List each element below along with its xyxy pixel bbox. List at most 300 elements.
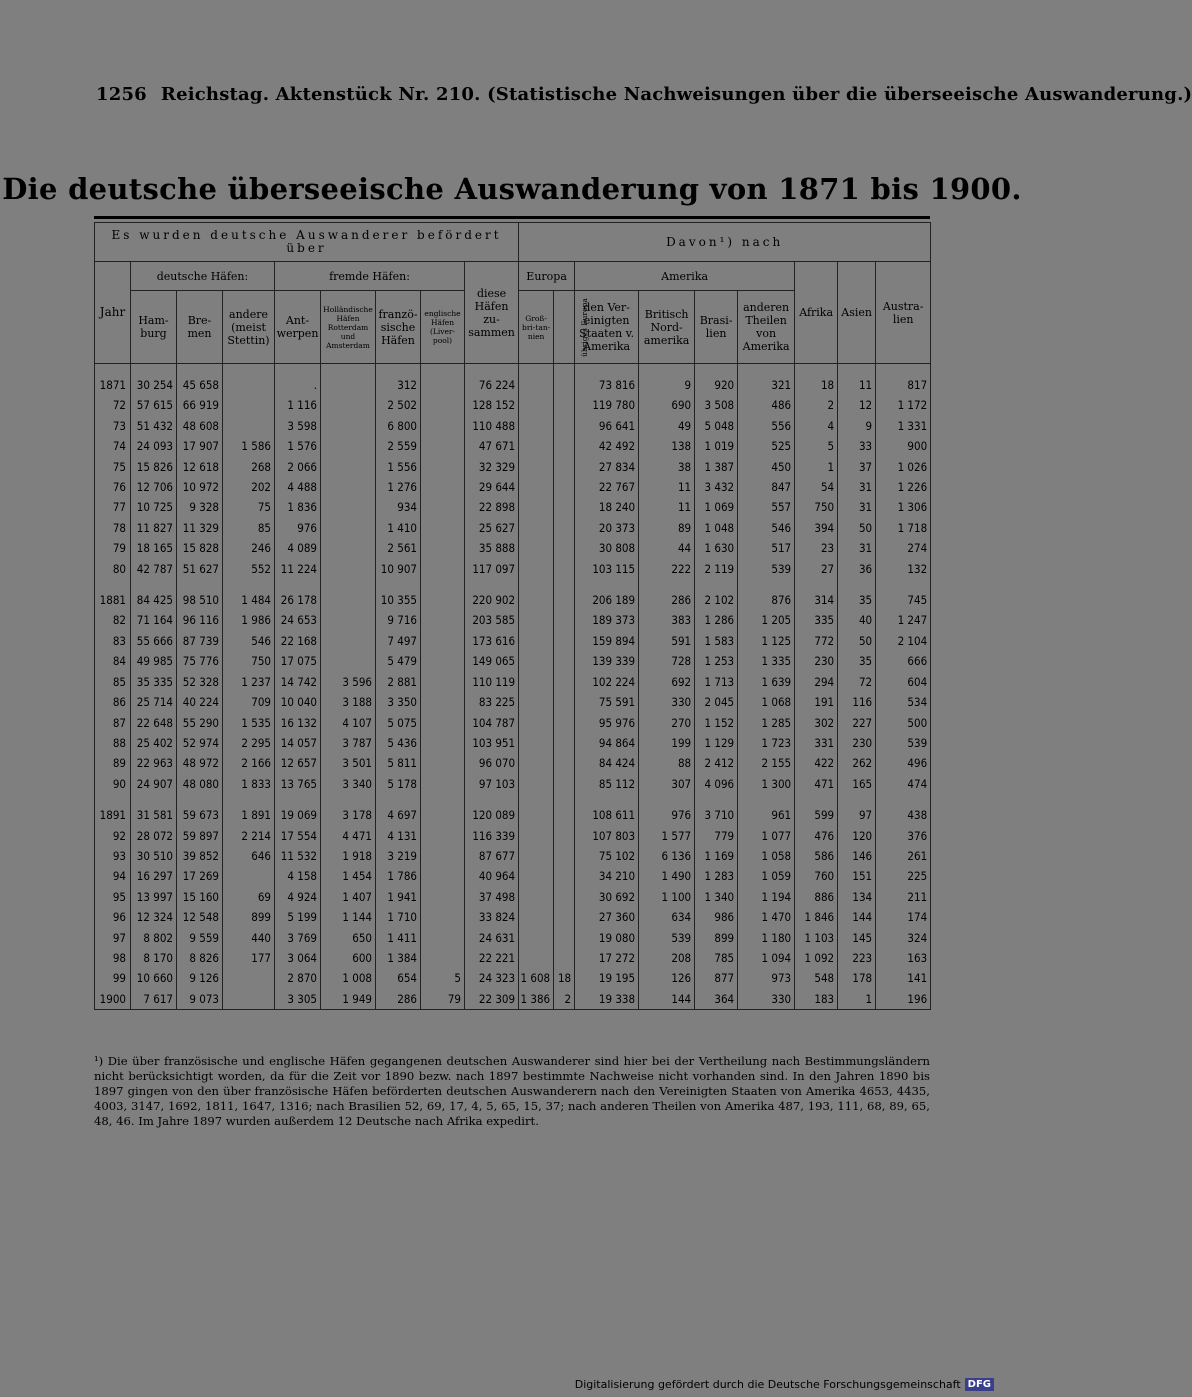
table-cell: 3 219 <box>376 846 421 866</box>
table-cell: 22 898 <box>465 497 519 517</box>
table-cell: 37 <box>838 457 876 477</box>
table-cell: 87 677 <box>465 846 519 866</box>
table-cell <box>554 907 575 927</box>
table-cell: 709 <box>223 692 275 712</box>
table-cell: 19 080 <box>575 928 639 948</box>
table-cell: 1 069 <box>695 497 738 517</box>
spacer-cell <box>738 794 795 805</box>
table-cell <box>554 713 575 733</box>
table-cell <box>519 805 554 825</box>
spacer-cell <box>223 794 275 805</box>
table-cell <box>223 416 275 436</box>
table-cell: 206 189 <box>575 590 639 610</box>
table-cell: 17 907 <box>177 436 223 456</box>
table-row <box>95 866 931 886</box>
table-cell: 1 276 <box>376 477 421 497</box>
table-cell: 31 <box>838 538 876 558</box>
spacer-cell <box>795 364 838 376</box>
table-cell: 760 <box>795 866 838 886</box>
table-cell: 6 136 <box>639 846 695 866</box>
table-cell: 591 <box>639 631 695 651</box>
table-cell <box>519 907 554 927</box>
year-cell: 99 <box>95 968 131 988</box>
table-cell <box>554 866 575 886</box>
table-cell: 692 <box>639 672 695 692</box>
table-cell: 394 <box>795 518 838 538</box>
table-cell: 886 <box>795 887 838 907</box>
table-cell: 1 286 <box>695 610 738 630</box>
table-cell: 14 057 <box>275 733 321 753</box>
table-cell: 20 373 <box>575 518 639 538</box>
year-cell: 88 <box>95 733 131 753</box>
table-cell: 75 <box>223 497 275 517</box>
table-cell: 422 <box>795 753 838 773</box>
table-cell: 75 591 <box>575 692 639 712</box>
spacer-cell <box>376 579 421 590</box>
table-cell <box>519 590 554 610</box>
table-cell: 203 585 <box>465 610 519 630</box>
table-cell: 84 424 <box>575 753 639 773</box>
table-cell: 2 066 <box>275 457 321 477</box>
table-cell: 177 <box>223 948 275 968</box>
spacer-cell <box>639 794 695 805</box>
table-cell: 149 065 <box>465 651 519 671</box>
table-cell: 1 092 <box>795 948 838 968</box>
table-row <box>95 733 931 753</box>
table-cell <box>421 733 465 753</box>
table-cell: 440 <box>223 928 275 948</box>
table-cell: 32 329 <box>465 457 519 477</box>
table-cell: 22 309 <box>465 989 519 1010</box>
table-cell: 42 787 <box>131 559 177 579</box>
table-cell <box>421 395 465 415</box>
table-cell: 2 561 <box>376 538 421 558</box>
header-europa: Europa <box>519 262 575 291</box>
table-cell: 12 324 <box>131 907 177 927</box>
table-cell: 920 <box>695 375 738 395</box>
table-cell <box>421 928 465 948</box>
year-cell: 1871 <box>95 375 131 395</box>
table-cell: 145 <box>838 928 876 948</box>
table-cell <box>321 610 376 630</box>
table-cell: 30 254 <box>131 375 177 395</box>
table-cell: 3 350 <box>376 692 421 712</box>
col-header-asien: Asien <box>838 262 876 364</box>
table-row <box>95 713 931 733</box>
table-cell <box>519 733 554 753</box>
col-header-bremen: Bre-men <box>177 291 223 364</box>
table-cell: 307 <box>639 774 695 794</box>
table-cell: 1 331 <box>876 416 931 436</box>
spacer-cell <box>519 579 554 590</box>
table-cell: 165 <box>838 774 876 794</box>
table-cell <box>554 538 575 558</box>
table-cell <box>554 692 575 712</box>
table-cell <box>519 538 554 558</box>
spacer-cell <box>223 364 275 376</box>
table-cell: 1 949 <box>321 989 376 1010</box>
spacer-cell <box>131 794 177 805</box>
table-cell <box>421 826 465 846</box>
table-cell: 12 618 <box>177 457 223 477</box>
spacer-cell <box>738 579 795 590</box>
table-cell: 85 112 <box>575 774 639 794</box>
year-cell: 85 <box>95 672 131 692</box>
table-cell: 103 115 <box>575 559 639 579</box>
page-title: Die deutsche überseeische Auswanderung von 1871 bis 1900. <box>2 172 1022 206</box>
table-cell: 539 <box>876 733 931 753</box>
table-cell: 1 340 <box>695 887 738 907</box>
table-cell: 9 559 <box>177 928 223 948</box>
spacer-cell <box>95 579 131 590</box>
table-cell: 19 195 <box>575 968 639 988</box>
spacer-cell <box>321 794 376 805</box>
table-cell: 29 644 <box>465 477 519 497</box>
spacer-cell <box>639 364 695 376</box>
table-cell: 1 129 <box>695 733 738 753</box>
year-cell: 1900 <box>95 989 131 1010</box>
table-cell <box>554 518 575 538</box>
table-cell: 96 116 <box>177 610 223 630</box>
table-cell <box>421 538 465 558</box>
table-cell: 666 <box>876 651 931 671</box>
table-cell: 128 152 <box>465 395 519 415</box>
table-cell: 1 283 <box>695 866 738 886</box>
table-cell <box>554 887 575 907</box>
table-cell: 1 008 <box>321 968 376 988</box>
table-cell: 55 666 <box>131 631 177 651</box>
table-cell: 79 <box>421 989 465 1010</box>
table-cell: 94 864 <box>575 733 639 753</box>
table-cell: 496 <box>876 753 931 773</box>
table-cell: 230 <box>795 651 838 671</box>
col-header-jahr: Jahr <box>95 262 131 364</box>
col-header-andere: andere (meist Stettin) <box>223 291 275 364</box>
table-row <box>95 651 931 671</box>
table-cell: 286 <box>376 989 421 1010</box>
table-cell: 586 <box>795 846 838 866</box>
table-cell <box>421 692 465 712</box>
table-cell: . <box>275 375 321 395</box>
spacer-cell <box>554 794 575 805</box>
table-cell: 110 119 <box>465 672 519 692</box>
table-cell: 139 339 <box>575 651 639 671</box>
table-cell <box>321 375 376 395</box>
table-cell: 59 673 <box>177 805 223 825</box>
table-cell <box>321 518 376 538</box>
table-cell: 5 811 <box>376 753 421 773</box>
table-cell: 54 <box>795 477 838 497</box>
table-cell: 103 951 <box>465 733 519 753</box>
table-cell: 25 627 <box>465 518 519 538</box>
table-cell: 22 963 <box>131 753 177 773</box>
table-cell: 50 <box>838 631 876 651</box>
table-cell: 1 723 <box>738 733 795 753</box>
table-cell: 1 833 <box>223 774 275 794</box>
table-cell: 163 <box>876 948 931 968</box>
table-cell: 12 657 <box>275 753 321 773</box>
table-cell <box>223 989 275 1010</box>
table-cell: 104 787 <box>465 713 519 733</box>
table-cell <box>519 436 554 456</box>
table-cell: 2 119 <box>695 559 738 579</box>
table-cell: 364 <box>695 989 738 1010</box>
table-cell <box>421 457 465 477</box>
table-cell <box>554 651 575 671</box>
table-cell: 1 205 <box>738 610 795 630</box>
table-cell: 11 532 <box>275 846 321 866</box>
table-cell: 11 <box>639 497 695 517</box>
table-cell: 546 <box>738 518 795 538</box>
table-cell: 539 <box>738 559 795 579</box>
table-cell <box>223 375 275 395</box>
table-cell: 225 <box>876 866 931 886</box>
table-cell: 383 <box>639 610 695 630</box>
year-cell: 79 <box>95 538 131 558</box>
table-cell: 34 210 <box>575 866 639 886</box>
spacer-cell <box>695 364 738 376</box>
table-cell: 1 144 <box>321 907 376 927</box>
table-row <box>95 559 931 579</box>
table-cell: 1 247 <box>876 610 931 630</box>
table-cell: 552 <box>223 559 275 579</box>
table-cell: 261 <box>876 846 931 866</box>
table-cell: 66 919 <box>177 395 223 415</box>
table-cell <box>421 518 465 538</box>
col-header-vereinigte-staaten: den Ver-einigten Staaten v. Amerika <box>575 291 639 364</box>
table-cell: 132 <box>876 559 931 579</box>
table-cell: 1 556 <box>376 457 421 477</box>
table-cell <box>321 395 376 415</box>
table-row <box>95 774 931 794</box>
table-cell: 159 894 <box>575 631 639 651</box>
table-cell: 3 064 <box>275 948 321 968</box>
table-cell: 108 611 <box>575 805 639 825</box>
spacer-cell <box>795 579 838 590</box>
table-cell: 18 165 <box>131 538 177 558</box>
table-cell: 117 097 <box>465 559 519 579</box>
table-cell: 227 <box>838 713 876 733</box>
table-row <box>95 375 931 395</box>
year-cell: 77 <box>95 497 131 517</box>
header-group-davon: Davon¹) nach <box>519 223 931 262</box>
table-cell <box>519 631 554 651</box>
table-body <box>95 364 931 1010</box>
spacer-cell <box>275 794 321 805</box>
table-cell: 3 710 <box>695 805 738 825</box>
table-cell <box>519 826 554 846</box>
col-header-hollaendische: Holländische Häfen Rotterdam und Amsterdam <box>321 291 376 364</box>
table-cell: 650 <box>321 928 376 948</box>
table-cell: 24 323 <box>465 968 519 988</box>
table-cell: 1 059 <box>738 866 795 886</box>
spacer-cell <box>95 794 131 805</box>
table-cell: 604 <box>876 672 931 692</box>
table-cell: 50 <box>838 518 876 538</box>
table-row <box>95 968 931 988</box>
table-cell: 31 581 <box>131 805 177 825</box>
table-cell: 750 <box>223 651 275 671</box>
table-cell: 1 169 <box>695 846 738 866</box>
table-cell <box>519 395 554 415</box>
table-cell: 3 340 <box>321 774 376 794</box>
spacer-cell <box>376 364 421 376</box>
spacer-cell <box>321 579 376 590</box>
table-cell: 4 158 <box>275 866 321 886</box>
table-cell: 220 902 <box>465 590 519 610</box>
table-cell: 141 <box>876 968 931 988</box>
table-cell: 16 132 <box>275 713 321 733</box>
table-cell: 4 924 <box>275 887 321 907</box>
table-cell: 376 <box>876 826 931 846</box>
table-cell: 817 <box>876 375 931 395</box>
table-cell: 88 <box>639 753 695 773</box>
table-cell: 6 800 <box>376 416 421 436</box>
table-cell: 5 <box>421 968 465 988</box>
table-cell: 548 <box>795 968 838 988</box>
table-cell: 3 501 <box>321 753 376 773</box>
table-cell <box>554 826 575 846</box>
table-cell: 146 <box>838 846 876 866</box>
table-cell: 1 226 <box>876 477 931 497</box>
table-cell: 1 986 <box>223 610 275 630</box>
table-cell: 1 194 <box>738 887 795 907</box>
credit-text: Digitalisierung gefördert durch die Deutsche Forschungsgemeinschaft <box>574 1378 961 1391</box>
table-cell: 517 <box>738 538 795 558</box>
table-cell: 85 <box>223 518 275 538</box>
row-spacer <box>95 794 931 805</box>
table-cell: 1 384 <box>376 948 421 968</box>
table-cell: 28 072 <box>131 826 177 846</box>
spacer-cell <box>519 794 554 805</box>
table-cell: 847 <box>738 477 795 497</box>
table-cell: 1 576 <box>275 436 321 456</box>
table-cell: 3 787 <box>321 733 376 753</box>
table-cell: 934 <box>376 497 421 517</box>
table-cell: 40 <box>838 610 876 630</box>
table-cell <box>519 416 554 436</box>
table-cell: 223 <box>838 948 876 968</box>
table-cell: 30 692 <box>575 887 639 907</box>
table-cell <box>223 395 275 415</box>
spacer-cell <box>554 579 575 590</box>
table-cell: 39 852 <box>177 846 223 866</box>
col-header-brasilien: Brasi-lien <box>695 291 738 364</box>
table-cell <box>519 866 554 886</box>
table-row <box>95 989 931 1010</box>
col-header-afrika: Afrika <box>795 262 838 364</box>
spacer-cell <box>376 794 421 805</box>
table-cell: 10 040 <box>275 692 321 712</box>
year-cell: 74 <box>95 436 131 456</box>
table-cell: 1 410 <box>376 518 421 538</box>
table-cell <box>519 610 554 630</box>
table-cell: 45 658 <box>177 375 223 395</box>
table-cell: 14 742 <box>275 672 321 692</box>
table-cell: 5 436 <box>376 733 421 753</box>
table-cell: 52 328 <box>177 672 223 692</box>
emigration-table <box>94 222 931 1010</box>
table-cell <box>519 497 554 517</box>
table-cell: 126 <box>639 968 695 988</box>
table-cell <box>519 518 554 538</box>
table-cell: 330 <box>639 692 695 712</box>
table-cell: 11 <box>838 375 876 395</box>
table-cell: 3 178 <box>321 805 376 825</box>
table-cell: 151 <box>838 866 876 886</box>
table-cell: 3 769 <box>275 928 321 948</box>
table-cell: 877 <box>695 968 738 988</box>
running-title: Reichstag. Aktenstück Nr. 210. (Statistische Nachweisungen über die überseeische Auswanderung.) <box>160 84 1192 105</box>
table-cell: 486 <box>738 395 795 415</box>
table-cell: 24 093 <box>131 436 177 456</box>
table-cell <box>421 846 465 866</box>
row-spacer <box>95 364 931 376</box>
table-cell: 48 972 <box>177 753 223 773</box>
table-cell: 1 116 <box>275 395 321 415</box>
table-cell: 102 224 <box>575 672 639 692</box>
table-cell <box>321 559 376 579</box>
table-cell: 772 <box>795 631 838 651</box>
table-cell: 40 224 <box>177 692 223 712</box>
table-cell: 119 780 <box>575 395 639 415</box>
table-cell: 1 490 <box>639 866 695 886</box>
spacer-cell <box>465 794 519 805</box>
table-cell <box>554 672 575 692</box>
col-header-antwerpen: Ant-werpen <box>275 291 321 364</box>
table-cell: 539 <box>639 928 695 948</box>
table-cell: 4 131 <box>376 826 421 846</box>
table-cell: 19 069 <box>275 805 321 825</box>
table-cell <box>554 497 575 517</box>
spacer-cell <box>421 794 465 805</box>
col-header-britisch-nordamerika: Britisch Nord-amerika <box>639 291 695 364</box>
year-cell: 84 <box>95 651 131 671</box>
table-cell <box>421 672 465 692</box>
table-cell: 2 045 <box>695 692 738 712</box>
table-cell <box>554 733 575 753</box>
table-cell: 1 918 <box>321 846 376 866</box>
table-cell: 1 407 <box>321 887 376 907</box>
table-cell <box>421 805 465 825</box>
table-cell: 546 <box>223 631 275 651</box>
year-cell: 86 <box>95 692 131 712</box>
col-header-australien: Austra-lien <box>876 262 931 364</box>
spacer-cell <box>131 579 177 590</box>
table-cell: 1 411 <box>376 928 421 948</box>
table-cell: 35 888 <box>465 538 519 558</box>
table-cell: 2 412 <box>695 753 738 773</box>
table-cell: 1 891 <box>223 805 275 825</box>
table-cell: 4 697 <box>376 805 421 825</box>
table-cell: 2 102 <box>695 590 738 610</box>
table-cell: 1 094 <box>738 948 795 968</box>
year-cell: 96 <box>95 907 131 927</box>
table-cell: 27 <box>795 559 838 579</box>
table-cell <box>519 692 554 712</box>
spacer-cell <box>275 579 321 590</box>
table-row <box>95 395 931 415</box>
header-deutsche-haefen: deutsche Häfen: <box>131 262 275 291</box>
table-row <box>95 928 931 948</box>
col-header-grossbritannien: Groß-bri-tan-nien <box>519 291 554 364</box>
table-cell <box>554 610 575 630</box>
table-cell: 51 627 <box>177 559 223 579</box>
table-cell: 1 <box>838 989 876 1010</box>
year-cell: 87 <box>95 713 131 733</box>
table-row <box>95 907 931 927</box>
table-cell: 5 <box>795 436 838 456</box>
